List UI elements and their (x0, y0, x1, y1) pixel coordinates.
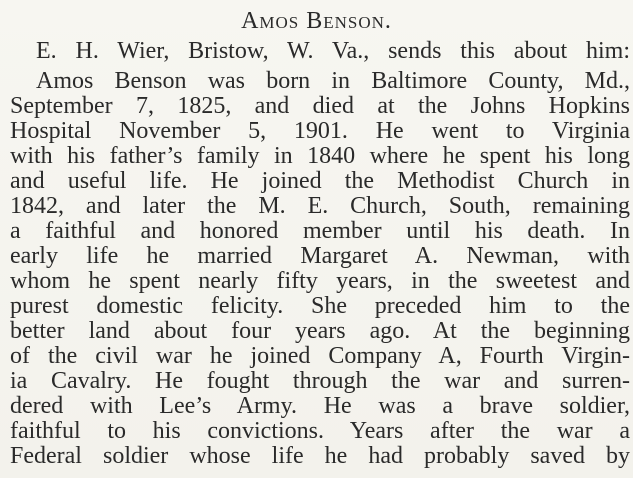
text-line: ia Cavalry. He fought through the war and surren- (10, 368, 630, 394)
text-line: Federal soldier whose life he had probably saved by (10, 443, 630, 469)
text-line: of the civil war he joined Company A, Fourth Virgin- (10, 343, 630, 369)
text-line: Hospital November 5, 1901. He went to Virginia (10, 118, 630, 144)
text-line: a faithful and honored member until his death. In (10, 218, 630, 244)
intro-line: E. H. Wier, Bristow, W. Va., sends this about him: (36, 38, 630, 64)
text-line: 1842, and later the M. E. Church, South, remaining (10, 193, 630, 219)
text-line: purest domestic felicity. She preceded him to the (10, 293, 630, 319)
text-line: and useful life. He joined the Methodist Church in (10, 168, 630, 194)
article-heading: Amos Benson. (241, 8, 392, 34)
text-line: dered with Lee’s Army. He was a brave soldier, (10, 393, 630, 419)
text-line: Amos Benson was born in Baltimore County, Md., (36, 68, 630, 94)
text-line: whom he spent nearly fifty years, in the sweetest and (10, 268, 630, 294)
text-line: faithful to his convictions. Years after the war a (10, 418, 630, 444)
text-line: with his father’s family in 1840 where he spent his long (10, 143, 630, 169)
text-line: September 7, 1825, and died at the Johns Hopkins (10, 93, 630, 119)
text-line: early life he married Margaret A. Newman, with (10, 243, 630, 269)
text-line: better land about four years ago. At the beginning (10, 318, 630, 344)
